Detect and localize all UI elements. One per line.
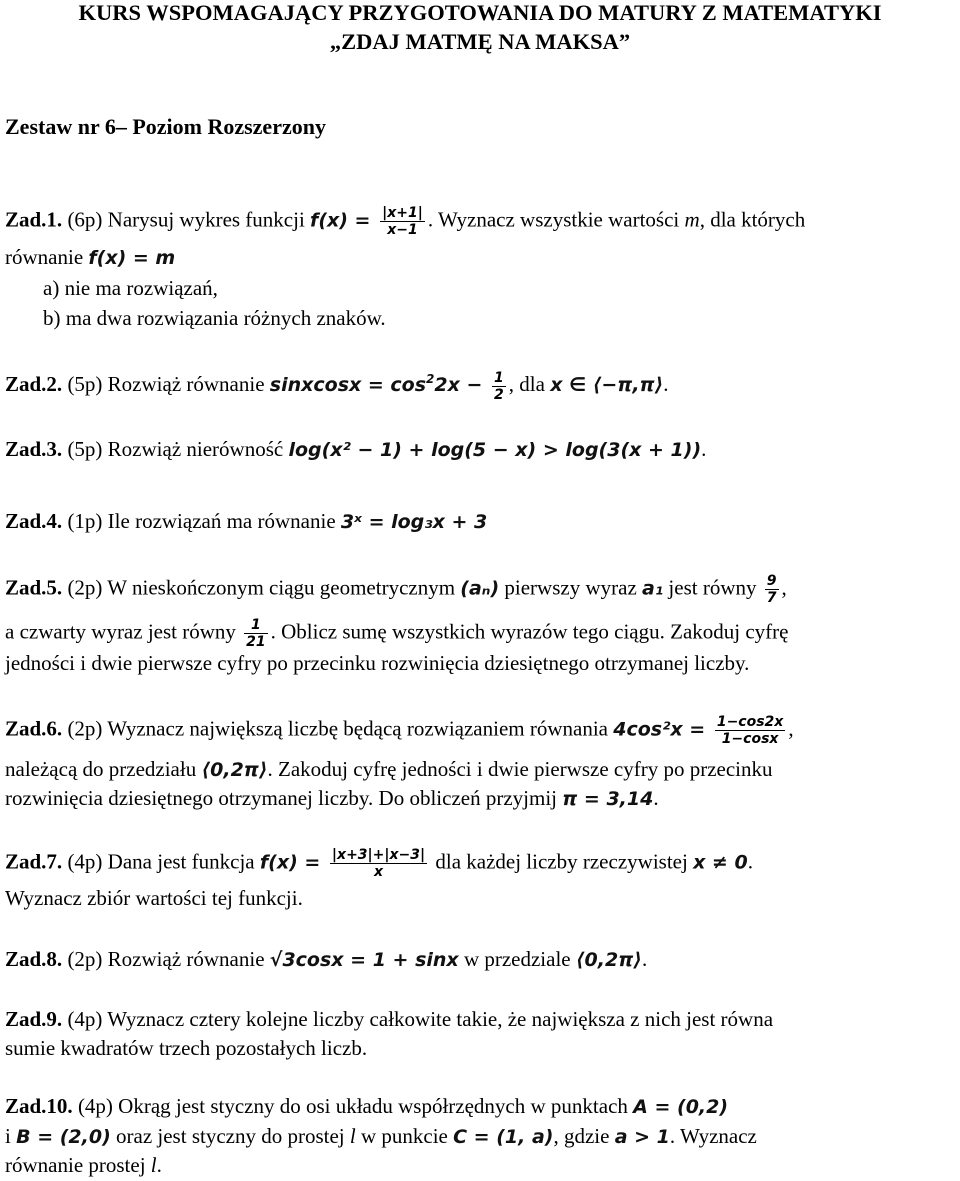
task-6-line-3: rozwinięcia dziesiętnego otrzymanej liczby. Do obliczeń przyjmij π = 3,14. xyxy=(5,786,659,810)
task-1-label: Zad.1. xyxy=(5,207,63,232)
task-5-line-3: jedności i dwie pierwsze cyfry po przecinku rozwinięcia dziesiętnego otrzymanej liczby. xyxy=(5,651,750,675)
task-5-fraction-1: $\frac{9}{7}$ xyxy=(766,573,777,606)
task-10-point-a: A = (0,2) xyxy=(633,1096,729,1118)
task-6-fraction: $\frac{1-\cos 2x}{1-\cos x}$ xyxy=(716,714,784,747)
task-3: Zad.3. (5p) Rozwiąż nierówność log(x² − 1) + log(5 − x) > log(3(x + 1)). xyxy=(5,437,707,461)
task-1-equation: f(x) = m xyxy=(88,247,176,269)
task-9-label: Zad.9. xyxy=(5,1007,63,1031)
task-3-inequality: log(x² − 1) + log(5 − x) > log(3(x + 1)) xyxy=(288,439,702,461)
task-10-condition: a > 1 xyxy=(614,1126,670,1148)
task-5-label: Zad.5. xyxy=(5,575,63,600)
task-1-option-a: a) nie ma rozwiązań, xyxy=(43,276,218,300)
task-8-equation: √3cosx = 1 + sinx xyxy=(269,949,459,971)
task-3-label: Zad.3. xyxy=(5,437,63,461)
task-1-fraction: $\frac{|x+1|}{x-1}$ xyxy=(382,205,423,238)
task-2-fraction: $\frac{1}{2}$ xyxy=(494,369,504,403)
task-6-interval: ⟨0,2π⟩ xyxy=(201,759,268,781)
task-8-interval: ⟨0,2π⟩ xyxy=(575,949,642,971)
course-subtitle: „ZDAJ MATMĘ NA MAKSA” xyxy=(329,29,631,54)
task-4: Zad.4. (1p) Ile rozwiązań ma równanie 3ˣ = log₃x + 3 xyxy=(5,509,488,533)
task-10-label: Zad.10. xyxy=(5,1094,73,1118)
task-8: Zad.8. (2p) Rozwiąż równanie √3cosx = 1 + sinx w przedziale ⟨0,2π⟩. xyxy=(5,947,648,971)
task-9-line-2: sumie kwadratów trzech pozostałych liczb. xyxy=(5,1036,368,1060)
task-1-option-b: b) ma dwa rozwiązania różnych znaków. xyxy=(43,306,386,330)
task-7-fraction: $\frac{|x+3|+|x-3|}{x}$ xyxy=(331,847,426,880)
task-2: Zad.2. (5p) Rozwiąż równanie sinxcosx = $\cos^22x$ − $\frac{1}{2}$ , dla x ∈ ⟨−π,π⟩. xyxy=(5,369,669,403)
task-7-condition: x ≠ 0 xyxy=(693,851,748,874)
task-5-fraction-2: $\frac{1}{21}$ xyxy=(246,617,266,650)
task-6-line-1: Zad.6. (2p) Wyznacz największą liczbę będącą rozwiązaniem równania 4cos²x = $\frac{1-\cos 2x}{1-\cos x}$ , xyxy=(5,714,794,747)
task-5-sequence: (aₙ) xyxy=(460,577,500,600)
task-1-line-1: Zad.1. (6p) Narysuj wykres funkcji f(x) = $\frac{|x+1|}{x-1}$ . Wyznacz wszystkie wartości m, dla których xyxy=(5,205,806,238)
task-6-pi: π = 3,14 xyxy=(562,788,654,810)
task-7-line-1: Zad.7. (4p) Dana jest funkcja f(x) = $\frac{|x+3|+|x-3|}{x}$ dla każdej liczby rzeczywistej x ≠ 0. xyxy=(5,847,753,880)
task-6-equation: 4cos²x = xyxy=(613,718,712,741)
task-6-line-2: należącą do przedziału ⟨0,2π⟩. Zakoduj cyfrę jedności i dwie pierwsze cyfry po przecinku xyxy=(5,757,773,781)
task-5-first-term: a₁ xyxy=(642,577,664,600)
task-2-equation: sinxcosx = $\cos^22x$ − xyxy=(269,372,490,396)
task-8-label: Zad.8. xyxy=(5,947,63,971)
task-2-condition: x ∈ ⟨−π,π⟩ xyxy=(550,374,664,396)
task-10-point-b: B = (2,0) xyxy=(16,1126,111,1148)
task-5-line-2: a czwarty wyraz jest równy $\frac{1}{21}$ . Oblicz sumę wszystkich wyrazów tego ciągu. Zakoduj cyfrę xyxy=(5,617,789,650)
task-10-line-3: równanie prostej l. xyxy=(5,1153,162,1177)
task-1-function: f(x) = xyxy=(310,209,378,232)
task-4-label: Zad.4. xyxy=(5,509,63,533)
task-7-line-2: Wyznacz zbiór wartości tej funkcji. xyxy=(5,886,303,910)
task-10-line-2: i B = (2,0) oraz jest styczny do prostej l w punkcie C = (1, a), gdzie a > 1. Wyznacz xyxy=(5,1124,757,1148)
task-6-label: Zad.6. xyxy=(5,716,63,741)
course-title: KURS WSPOMAGAJĄCY PRZYGOTOWANIA DO MATURY Z MATEMATYKI xyxy=(78,0,882,25)
task-9-line-1: Zad.9. (4p) Wyznacz cztery kolejne liczby całkowite takie, że największa z nich jest równa xyxy=(5,1007,774,1031)
task-5-line-1: Zad.5. (2p) W nieskończonym ciągu geometrycznym (aₙ) pierwszy wyraz a₁ jest równy $\frac{9}{7}$ , xyxy=(5,573,787,606)
set-title: Zestaw nr 6– Poziom Rozszerzony xyxy=(5,114,326,139)
task-2-label: Zad.2. xyxy=(5,372,63,396)
task-1-line-2: równanie f(x) = m xyxy=(5,245,176,269)
task-10-point-c: C = (1, a) xyxy=(453,1126,554,1148)
task-7-function: f(x) = xyxy=(259,851,327,874)
task-4-equation: 3ˣ = log₃x + 3 xyxy=(340,511,488,533)
task-7-label: Zad.7. xyxy=(5,849,63,874)
task-10-line-1: Zad.10. (4p) Okrąg jest styczny do osi układu współrzędnych w punktach A = (0,2) xyxy=(5,1094,729,1118)
